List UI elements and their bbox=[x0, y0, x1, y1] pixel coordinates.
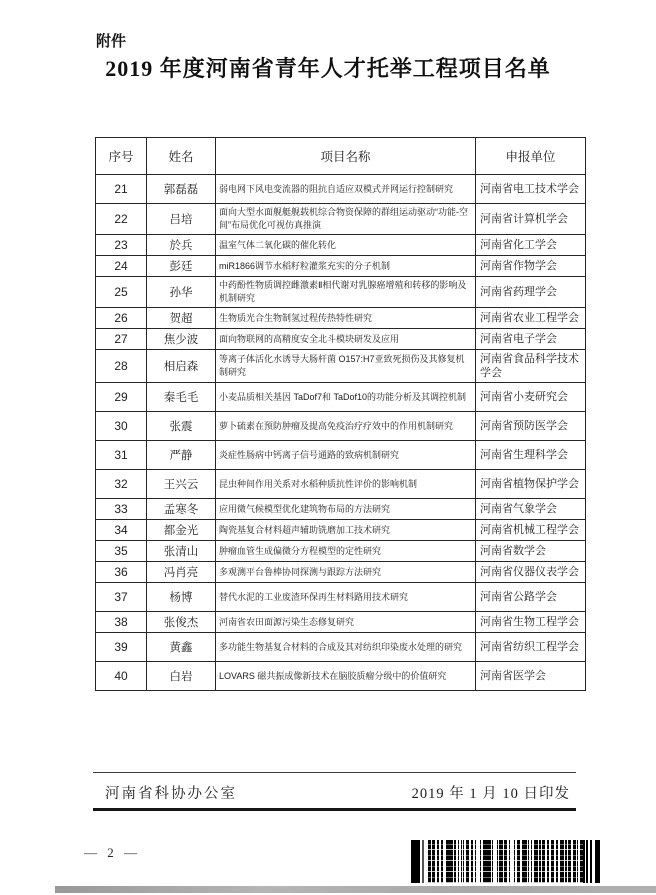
name-cell: 吕培 bbox=[147, 204, 216, 235]
name-cell: 彭廷 bbox=[147, 256, 216, 277]
org-cell: 河南省纺织工程学会 bbox=[476, 633, 586, 662]
org-cell: 河南省电工技术学会 bbox=[476, 175, 586, 204]
org-cell: 河南省植物保护学会 bbox=[476, 470, 586, 499]
name-cell: 贺超 bbox=[147, 308, 216, 329]
serial-cell: 35 bbox=[96, 541, 147, 562]
org-cell: 河南省气象学会 bbox=[476, 499, 586, 520]
issuing-office: 河南省科协办公室 bbox=[105, 786, 237, 802]
name-cell: 王兴云 bbox=[147, 470, 216, 499]
org-cell: 河南省数学会 bbox=[476, 541, 586, 562]
col-header-name: 姓名 bbox=[147, 138, 216, 175]
serial-cell: 26 bbox=[96, 308, 147, 329]
serial-cell: 37 bbox=[96, 583, 147, 612]
org-cell: 河南省电子学会 bbox=[476, 329, 586, 350]
col-header-project: 项目名称 bbox=[216, 138, 476, 175]
project-cell: LOVARS 磁共振成像新技术在脑胶质瘤分级中的价值研究 bbox=[216, 662, 476, 691]
table-row bbox=[96, 235, 586, 256]
table-row bbox=[96, 612, 586, 633]
name-cell: 於兵 bbox=[147, 235, 216, 256]
org-cell: 河南省食品科学技术学会 bbox=[476, 350, 586, 383]
barcode-icon bbox=[411, 840, 600, 883]
col-header-org: 申报单位 bbox=[476, 138, 586, 175]
project-table bbox=[95, 137, 586, 691]
project-cell: 替代水泥的工业废渣环保再生材料路用技术研究 bbox=[216, 583, 476, 612]
project-cell: 弱电网下风电变流器的阻抗自适应双模式并网运行控制研究 bbox=[216, 175, 476, 204]
serial-cell: 30 bbox=[96, 412, 147, 441]
table-row bbox=[96, 350, 586, 383]
serial-cell: 28 bbox=[96, 350, 147, 383]
serial-cell: 38 bbox=[96, 612, 147, 633]
table-row bbox=[96, 562, 586, 583]
serial-cell: 25 bbox=[96, 277, 147, 308]
project-cell: 面向物联网的高精度安全北斗模块研发及应用 bbox=[216, 329, 476, 350]
project-cell: 小麦品质相关基因 TaDof7和 TaDof10的功能分析及其调控机制 bbox=[216, 383, 476, 412]
serial-cell: 40 bbox=[96, 662, 147, 691]
serial-cell: 29 bbox=[96, 383, 147, 412]
org-cell: 河南省计算机学会 bbox=[476, 204, 586, 235]
table-row bbox=[96, 383, 586, 412]
name-cell: 郭磊磊 bbox=[147, 175, 216, 204]
page-title: 2019 年度河南省青年人才托举工程项目名单 bbox=[105, 56, 551, 81]
org-cell: 河南省农业工程学会 bbox=[476, 308, 586, 329]
serial-cell: 23 bbox=[96, 235, 147, 256]
attachment-label: 附件 bbox=[96, 34, 127, 50]
serial-cell: 24 bbox=[96, 256, 147, 277]
table-row bbox=[96, 662, 586, 691]
name-cell: 黄鑫 bbox=[147, 633, 216, 662]
table-row bbox=[96, 329, 586, 350]
table-row bbox=[96, 520, 586, 541]
project-cell: 多观测平台鲁棒协同探测与跟踪方法研究 bbox=[216, 562, 476, 583]
table-row bbox=[96, 204, 586, 235]
project-cell: miR1866调节水稻籽粒灌浆充实的分子机制 bbox=[216, 256, 476, 277]
project-cell: 陶瓷基复合材料超声辅助铣磨加工技术研究 bbox=[216, 520, 476, 541]
footer bbox=[93, 782, 576, 803]
col-header-serial: 序号 bbox=[96, 138, 147, 175]
table-row bbox=[96, 541, 586, 562]
table-row bbox=[96, 499, 586, 520]
project-cell: 应用微气候模型优化建筑物布局的方法研究 bbox=[216, 499, 476, 520]
name-cell: 秦毛毛 bbox=[147, 383, 216, 412]
footer-bottom-rule bbox=[93, 808, 576, 811]
name-cell: 严静 bbox=[147, 441, 216, 470]
name-cell: 孙华 bbox=[147, 277, 216, 308]
name-cell: 焦少波 bbox=[147, 329, 216, 350]
project-cell: 肿瘤血管生成偏微分方程模型的定性研究 bbox=[216, 541, 476, 562]
table-row bbox=[96, 256, 586, 277]
serial-cell: 33 bbox=[96, 499, 147, 520]
print-date: 2019 年 1 月 10 日印发 bbox=[411, 786, 570, 802]
name-cell: 杨博 bbox=[147, 583, 216, 612]
table-row bbox=[96, 277, 586, 308]
project-cell: 萝卜硫素在预防肿瘤及提高免疫治疗疗效中的作用机制研究 bbox=[216, 412, 476, 441]
scan-edge-artifact bbox=[55, 886, 656, 893]
org-cell: 河南省作物学会 bbox=[476, 256, 586, 277]
page-number: — 2 — bbox=[84, 845, 137, 860]
serial-cell: 34 bbox=[96, 520, 147, 541]
name-cell: 张震 bbox=[147, 412, 216, 441]
table-row bbox=[96, 441, 586, 470]
table-row bbox=[96, 175, 586, 204]
serial-cell: 39 bbox=[96, 633, 147, 662]
name-cell: 孟寒冬 bbox=[147, 499, 216, 520]
org-cell: 河南省预防医学会 bbox=[476, 412, 586, 441]
table-row bbox=[96, 308, 586, 329]
footer-top-rule bbox=[93, 772, 576, 773]
table-header-row bbox=[96, 138, 586, 175]
name-cell: 张清山 bbox=[147, 541, 216, 562]
name-cell: 张俊杰 bbox=[147, 612, 216, 633]
table-row bbox=[96, 470, 586, 499]
project-cell: 河南省农田面源污染生态修复研究 bbox=[216, 612, 476, 633]
project-cell: 温室气体二氧化碳的催化转化 bbox=[216, 235, 476, 256]
project-cell: 等离子体活化水诱导大肠杆菌 O157:H7亚致死损伤及其修复机制研究 bbox=[216, 350, 476, 383]
table-row bbox=[96, 583, 586, 612]
serial-cell: 27 bbox=[96, 329, 147, 350]
org-cell: 河南省药理学会 bbox=[476, 277, 586, 308]
serial-cell: 32 bbox=[96, 470, 147, 499]
org-cell: 河南省仪器仪表学会 bbox=[476, 562, 586, 583]
project-cell: 面向大型水面舰艇舰载机综合物资保障的群组运动驱动“功能-空间”布局优化可视仿真推演 bbox=[216, 204, 476, 235]
project-cell: 炎症性肠病中钙离子信号通路的致病机制研究 bbox=[216, 441, 476, 470]
serial-cell: 21 bbox=[96, 175, 147, 204]
name-cell: 白岩 bbox=[147, 662, 216, 691]
org-cell: 河南省化工学会 bbox=[476, 235, 586, 256]
name-cell: 相启森 bbox=[147, 350, 216, 383]
name-cell: 都金光 bbox=[147, 520, 216, 541]
org-cell: 河南省医学会 bbox=[476, 662, 586, 691]
table-row bbox=[96, 633, 586, 662]
table-row bbox=[96, 412, 586, 441]
org-cell: 河南省机械工程学会 bbox=[476, 520, 586, 541]
org-cell: 河南省生理科学会 bbox=[476, 441, 586, 470]
serial-cell: 22 bbox=[96, 204, 147, 235]
org-cell: 河南省生物工程学会 bbox=[476, 612, 586, 633]
serial-cell: 36 bbox=[96, 562, 147, 583]
project-cell: 昆虫种间作用关系对水稻种质抗性评价的影响机制 bbox=[216, 470, 476, 499]
org-cell: 河南省小麦研究会 bbox=[476, 383, 586, 412]
project-cell: 多功能生物基复合材料的合成及其对纺织印染废水处理的研究 bbox=[216, 633, 476, 662]
name-cell: 冯肖亮 bbox=[147, 562, 216, 583]
org-cell: 河南省公路学会 bbox=[476, 583, 586, 612]
serial-cell: 31 bbox=[96, 441, 147, 470]
project-cell: 中药酚性物质调控雌激素Ⅱ相代谢对乳腺癌增殖和转移的影响及机制研究 bbox=[216, 277, 476, 308]
project-cell: 生物质光合生物制氢过程传热特性研究 bbox=[216, 308, 476, 329]
